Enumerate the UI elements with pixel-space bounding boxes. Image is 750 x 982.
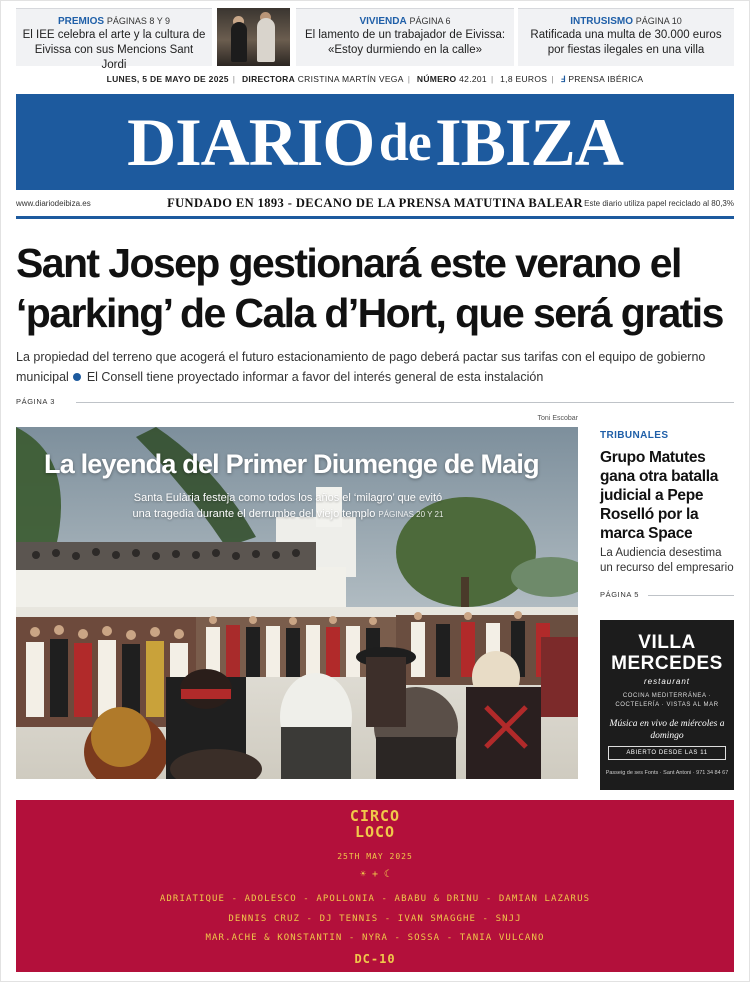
side-section: TRIBUNALES	[600, 430, 669, 441]
site-url[interactable]: www.diariodeibiza.es	[16, 199, 91, 208]
ad-contact: Passeig de ses Fonts · Sant Antoni · 971 34 84 67	[605, 770, 729, 776]
ad-logo-line-2: LOCO	[354, 823, 396, 841]
motto: FUNDADO EN 1893 - DECANO DE LA PRENSA MATUTINA BALEAR	[167, 196, 583, 210]
side-subhead: La Audiencia desestima un recurso del empresario	[600, 547, 734, 574]
divider	[648, 595, 734, 596]
recycled-note: Este diario utiliza papel reciclado al 80,3%	[584, 199, 734, 208]
group-name: PRENSA IBÉRICA	[568, 74, 644, 84]
circoloco-ad[interactable]	[16, 800, 734, 972]
teaser-text: El lamento de un trabajador de Eivissa: «Estoy durmiendo en la calle»	[304, 29, 506, 56]
teaser-intrusismo[interactable]	[518, 8, 734, 66]
sun-moon-icon: ☀ + ☾	[359, 869, 391, 880]
group-logo-icon: Ⅎ	[560, 74, 566, 84]
teaser-text: El IEE celebra el arte y la cultura de Eivissa con sus Mencions Sant Jordi	[22, 29, 206, 71]
teaser-photo	[217, 8, 290, 66]
teaser-page: PÁGINAS 8 Y 9	[106, 16, 171, 26]
masthead-de: de	[378, 112, 431, 172]
top-teasers	[16, 8, 734, 71]
ad-music: Música en vivo de miércoles a domingo	[609, 719, 725, 741]
side-page: PÁGINA 5	[600, 590, 639, 599]
divider	[76, 402, 734, 403]
divider	[16, 216, 734, 219]
lead-sub-2: El Consell tiene proyectado informar a favor del interés general de esta instalación	[86, 370, 544, 384]
ad-logo-line-1: CIRCO	[349, 807, 401, 825]
photo-caption	[128, 490, 448, 523]
masthead[interactable]	[16, 94, 734, 190]
edition-info: LUNES, 5 DE MAYO DE 2025 | DIRECTORA CRISTINA MARTÍN VEGA | NÚMERO 42.201 | 1,8 EUROS | Ⅎ PRENSA IBÉRICA	[106, 74, 644, 84]
bullet-icon	[73, 373, 81, 381]
ad-lineup-3: MAR.ACHE & KONSTANTIN - NYRA - SOSSA - TANIA VULCANO	[205, 933, 545, 943]
lead-photo[interactable]	[16, 427, 578, 779]
teaser-page: PÁGINA 6	[409, 16, 451, 26]
ad-logo	[16, 808, 734, 840]
photo-caption-page: PÁGINAS 20 Y 21	[378, 510, 444, 519]
teaser-vivienda[interactable]	[296, 8, 514, 66]
side-headline[interactable]: Grupo Matutes gana otra batalla judicial a Pepe Roselló por la marca Space	[600, 449, 719, 542]
photo-title: La leyenda del Primer Diumenge de Maig	[44, 449, 539, 479]
ad-venue: DC-10	[354, 952, 396, 966]
edition-number: 42.201	[459, 74, 487, 84]
teaser-page: PÁGINA 10	[635, 16, 682, 26]
director-label: DIRECTORA	[241, 74, 296, 84]
price: 1,8 EUROS	[500, 74, 548, 84]
photo-caption-text: Santa Eulària festeja como todos los años el ‘milagro’ que evitó una tragedia durante el derrumbe del viejo templo	[132, 492, 443, 520]
director-name: CRISTINA MARTÍN VEGA	[297, 74, 404, 84]
masthead-footer	[16, 196, 734, 212]
teaser-section: PREMIOS	[57, 16, 105, 27]
lead-page: PÁGINA 3	[16, 397, 55, 406]
ad-description: COCINA MEDITERRÁNEA · COCTELERÍA · VISTAS AL MAR	[615, 693, 719, 708]
lead-headline[interactable]: Sant Josep gestionará este verano el ‘parking’ de Cala d’Hort, que será gratis	[16, 240, 723, 336]
teaser-section: INTRUSISMO	[570, 16, 633, 27]
teaser-premios[interactable]	[16, 8, 212, 71]
photo-credit: Toni Escobar	[537, 415, 578, 422]
masthead-ibiza: IBIZA	[435, 103, 623, 180]
ad-name-1: VILLA	[638, 632, 696, 653]
ad-name-2: MERCEDES	[611, 653, 723, 674]
lead-subhead	[16, 347, 736, 387]
lead-sub-1: La propiedad del terreno que acogerá el futuro estacionamiento de pago deberá pactar sus tarifas con el equipo de gobierno municipal	[16, 350, 706, 384]
number-label: NÚMERO	[416, 74, 457, 84]
edition-date: LUNES, 5 DE MAYO DE 2025	[106, 74, 229, 84]
masthead-diario: DIARIO	[127, 103, 375, 180]
teaser-section: VIVIENDA	[359, 16, 407, 27]
ad-date: 25TH MAY 2025	[337, 852, 413, 861]
ad-lineup-1: ADRIATIQUE - ADOLESCO - APOLLONIA - ABABU & DRINU - DAMIAN LAZARUS	[159, 894, 591, 904]
ad-opening: ABIERTO DESDE LAS 11	[608, 746, 726, 760]
villa-mercedes-ad[interactable]	[600, 620, 734, 790]
teaser-text: Ratificada una multa de 30.000 euros por fiestas ilegales en una villa	[530, 29, 722, 56]
ad-lineup-2: DENNIS CRUZ - DJ TENNIS - IVAN SMAGGHE - SNJJ	[228, 914, 522, 924]
ad-tagline: restaurant	[643, 677, 691, 686]
